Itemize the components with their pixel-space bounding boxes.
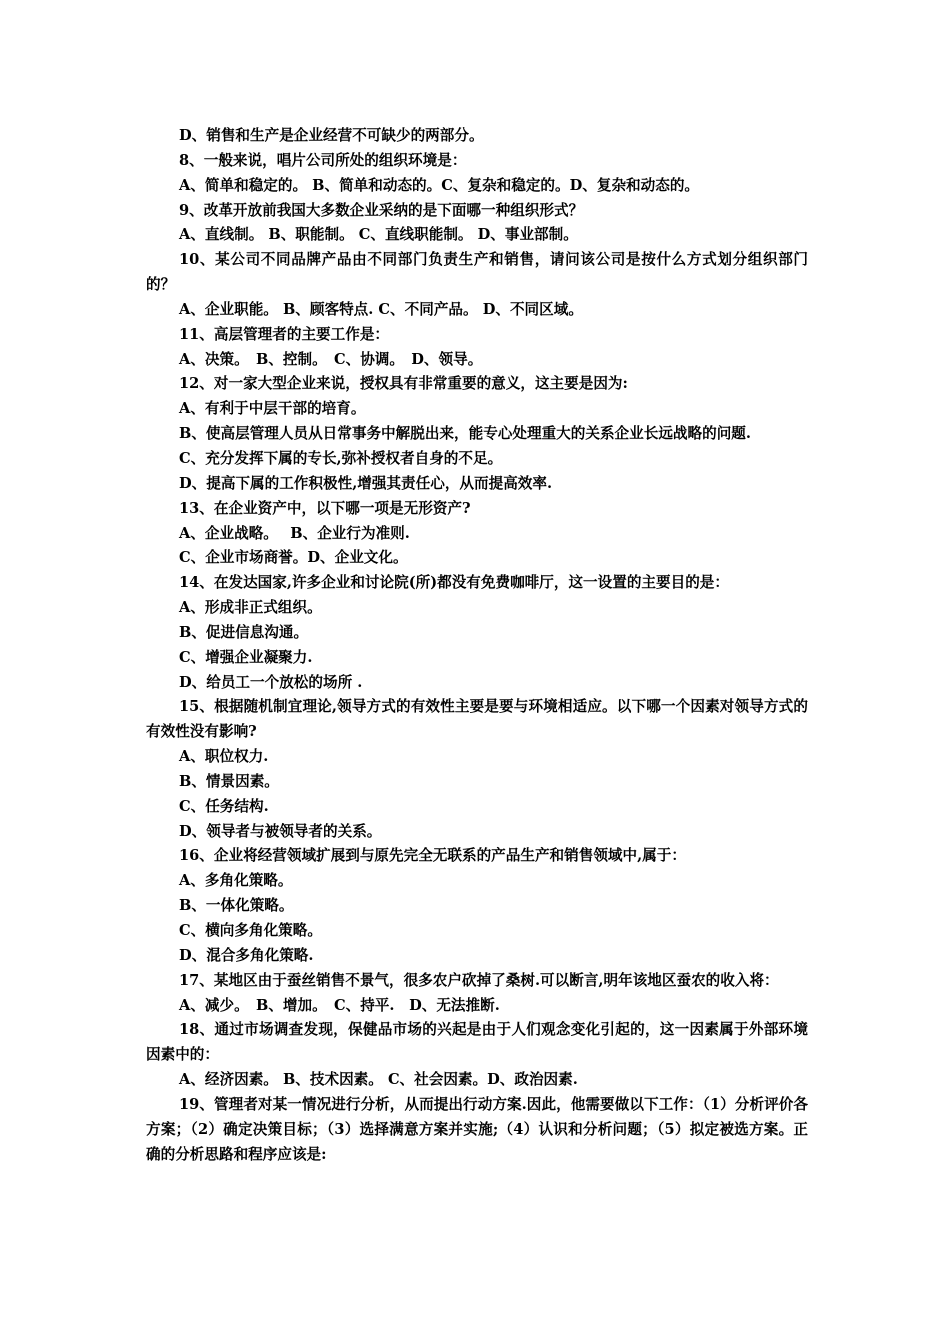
text-line: B、促进信息沟通。 [179,623,309,641]
text-line: D、销售和生产是企业经营不可缺少的两部分。 [179,127,484,144]
text-line: C、横向多角化策略。 [179,922,322,939]
text-line: C、充分发挥下属的专长,弥补授权者自身的不足。 [179,449,503,467]
text-line: 14、在发达国家,许多企业和讨论院(所)都没有免费咖啡厅，这一设置的主要目的是： [179,574,729,592]
text-line: D、给员工一个放松的场所 . [179,673,363,691]
text-line: A、减少。 B、增加。 C、持平. D、无法推断. [179,996,500,1014]
text-line: A、有利于中层干部的培育。 [179,400,366,418]
text-line: 18、通过市场调查发现，保健品市场的兴起是由于人们观念变化引起的，这一因素属于外部环境因素中的： [146,1021,808,1064]
text-line: 17、某地区由于蚕丝销售不景气，很多农户砍掉了桑树.可以断言,明年该地区蚕农的收入将： [179,971,779,989]
text-line: A、直线制。 B、职能制。 C、直线职能制。 D、事业部制。 [179,226,578,244]
text-line: 10、某公司不同品牌产品由不同部门负责生产和销售，请问该公司是按什么方式划分组织部门的？ [146,251,808,294]
text-line: C、企业市场商誉。D、企业文化。 [179,549,408,567]
text-line: 9、改革开放前我国大多数企业采纳的是下面哪一种组织形式？ [179,201,584,219]
text-line: A、经济因素。 B、技术因素。 C、社会因素。D、政治因素. [179,1071,578,1089]
text-line: C、增强企业凝聚力. [179,648,313,666]
text-line: 12、对一家大型企业来说，授权具有非常重要的意义，这主要是因为: [179,375,628,393]
text-line: C、任务结构. [179,797,269,815]
text-line: A、形成非正式组织。 [179,599,322,617]
text-line: 13、在企业资产中，以下哪一项是无形资产? [179,499,471,517]
text-line: A、决策。 B、控制。 C、协调。 D、领导。 [179,350,483,368]
text-line: A、企业战略。 B、企业行为准则. [179,524,410,542]
text-line: B、使高层管理人员从日常事务中解脱出来，能专心处理重大的关系企业长远战略的问题. [179,425,751,443]
text-line: 16、企业将经营领域扩展到与原先完全无联系的产品生产和销售领域中,属于： [179,847,686,865]
text-line: A、简单和稳定的。 B、简单和动态的。C、复杂和稳定的。D、复杂和动态的。 [179,176,700,194]
text-line: A、多角化策略。 [179,872,293,890]
text-line: D、混合多角化策略. [179,946,314,964]
text-line: B、情景因素。 [179,772,279,790]
text-line: 8、一般来说，唱片公司所处的组织环境是： [179,151,467,169]
text-line: A、企业职能。 B、顾客特点. C、不同产品。 D、不同区域。 [179,300,583,318]
text-line: 11、高层管理者的主要工作是： [179,325,390,343]
text-line: 15、根据随机制宜理论,领导方式的有效性主要是要与环境相适应。以下哪一个因素对领导方式的有效性没有影响? [146,698,808,741]
text-line: D、提高下属的工作积极性,增强其责任心，从而提高效率. [179,474,553,492]
text-line: A、职位权力. [179,748,269,766]
text-line: B、一体化策略。 [179,897,294,915]
text-line: D、领导者与被领导者的关系。 [179,822,382,840]
document-body [146,124,808,1167]
text-line: 19、管理者对某一情况进行分析，从而提出行动方案.因此，他需要做以下工作：（1）分析评价各方案；（2）确定决策目标；（3）选择满意方案并实施;（4）认识和分析问题；（5）拟定被选方案。正确的分析思路和程序应该是: [146,1095,808,1163]
